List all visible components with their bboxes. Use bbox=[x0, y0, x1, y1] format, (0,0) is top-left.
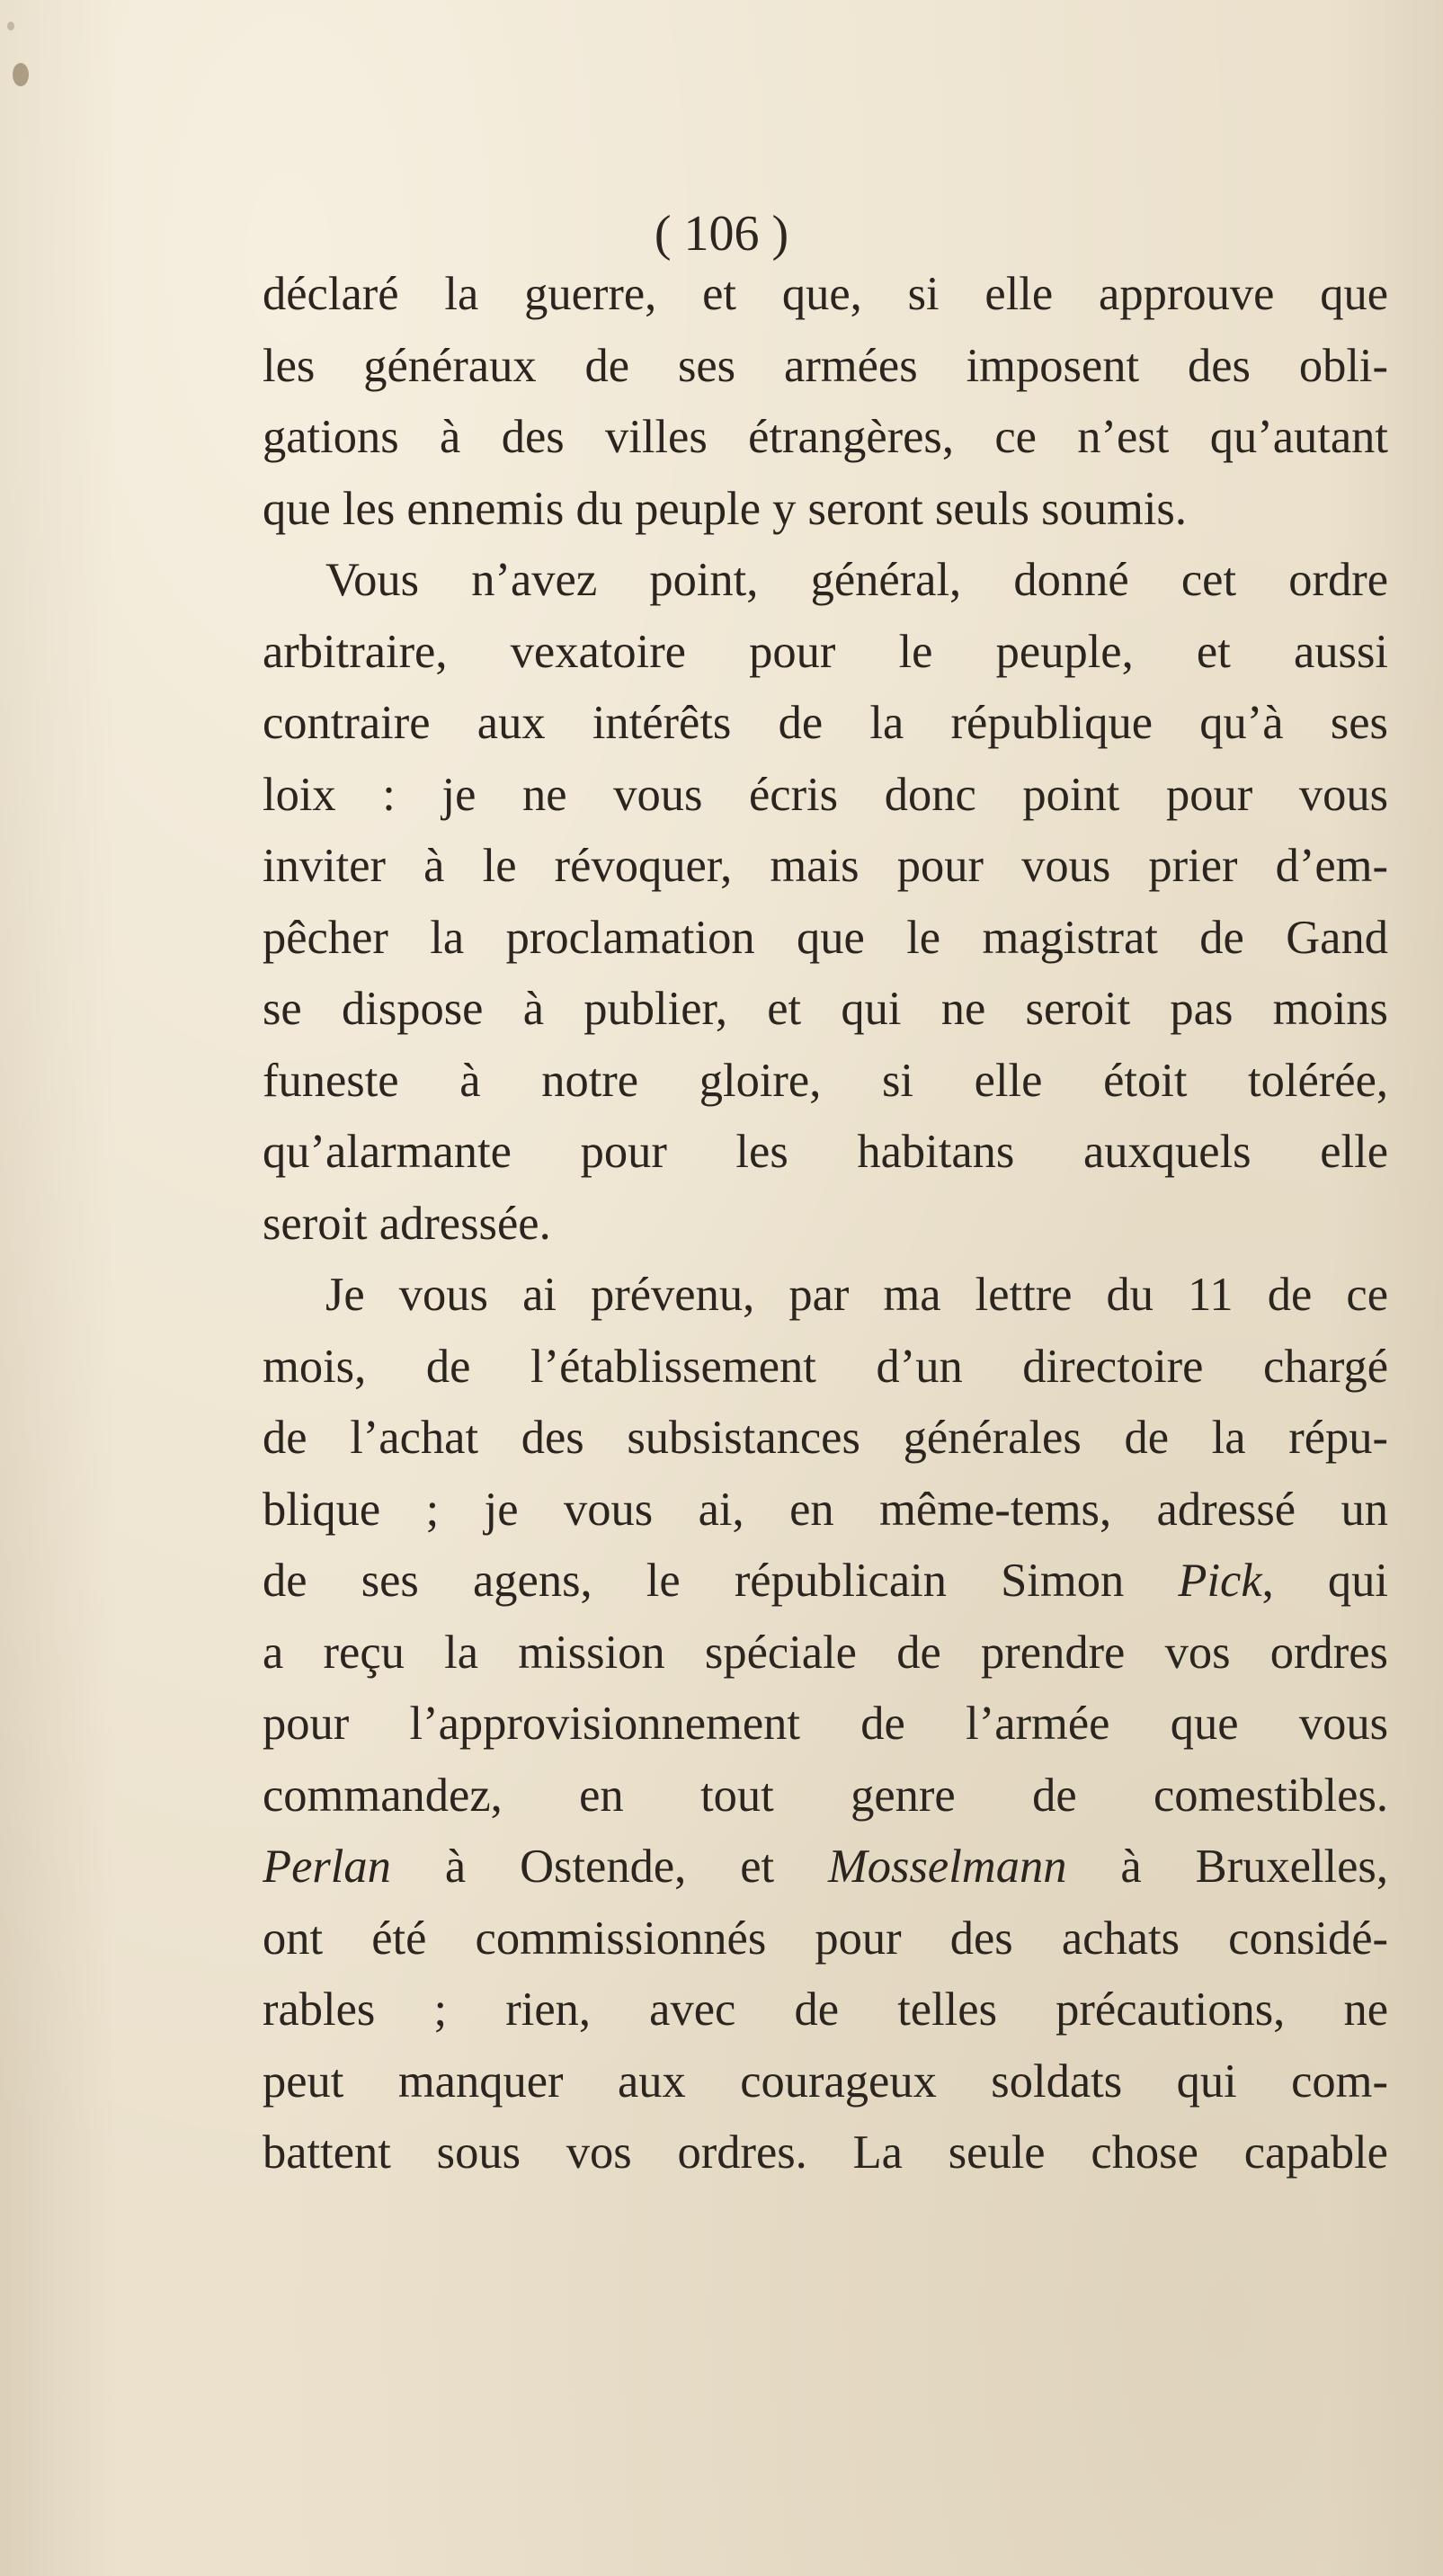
text-line: Perlan à Ostende, et Mosselmann à Bruxelles, bbox=[263, 1841, 1388, 1893]
text-line: se dispose à publier, et qui ne seroit pas moins bbox=[263, 983, 1388, 1035]
text-line: battent sous vos ordres. La seule chose capable bbox=[263, 2126, 1388, 2179]
text-line: qu’alarmante pour les habitans auxquels elle bbox=[263, 1126, 1388, 1178]
text-line: contraire aux intérêts de la république qu’à ses bbox=[263, 697, 1388, 749]
text-line: commandez, en tout genre de comestibles. bbox=[263, 1769, 1388, 1822]
text-line: seroit adressée. bbox=[263, 1197, 551, 1250]
ink-spot bbox=[13, 63, 29, 86]
body-text bbox=[263, 259, 1388, 2189]
text-line: de l’achat des subsistances générales de la répu- bbox=[263, 1412, 1388, 1464]
text-line: blique ; je vous ai, en même-tems, adressé un bbox=[263, 1483, 1388, 1536]
text-line: de ses agens, le républicain Simon Pick, qui bbox=[263, 1555, 1388, 1607]
text-line: arbitraire, vexatoire pour le peuple, et aussi bbox=[263, 625, 1388, 678]
text-line: Vous n’avez point, général, donné cet ordre bbox=[325, 554, 1388, 606]
text-line: déclaré la guerre, et que, si elle approuve que bbox=[263, 268, 1388, 320]
text-line: mois, de l’établissement d’un directoire chargé bbox=[263, 1340, 1388, 1393]
text-line: a reçu la mission spéciale de prendre vos ordres bbox=[263, 1626, 1388, 1679]
text-line: loix : je ne vous écris donc point pour vous bbox=[263, 768, 1388, 821]
text-line: funeste à notre gloire, si elle étoit tolérée, bbox=[263, 1054, 1388, 1107]
text-line: que les ennemis du peuple y seront seuls soumis. bbox=[263, 482, 1187, 535]
text-line: gations à des villes étrangères, ce n’est qu’autant bbox=[263, 411, 1388, 463]
text-line: pêcher la proclamation que le magistrat de Gand bbox=[263, 911, 1388, 964]
text-line: ont été commissionnés pour des achats considé- bbox=[263, 1912, 1388, 1965]
text-line: rables ; rien, avec de telles précautions, ne bbox=[263, 1983, 1388, 2036]
text-line: Je vous ai prévenu, par ma lettre du 11 de ce bbox=[325, 1269, 1388, 1321]
text-line: pour l’approvisionnement de l’armée que vous bbox=[263, 1698, 1388, 1750]
ink-spot bbox=[7, 22, 14, 31]
page-number: ( 106 ) bbox=[654, 206, 789, 262]
text-line: peut manquer aux courageux soldats qui com- bbox=[263, 2055, 1388, 2108]
text-line: inviter à le révoquer, mais pour vous prier d’em- bbox=[263, 840, 1388, 892]
text-line: les généraux de ses armées imposent des obli- bbox=[263, 339, 1388, 392]
